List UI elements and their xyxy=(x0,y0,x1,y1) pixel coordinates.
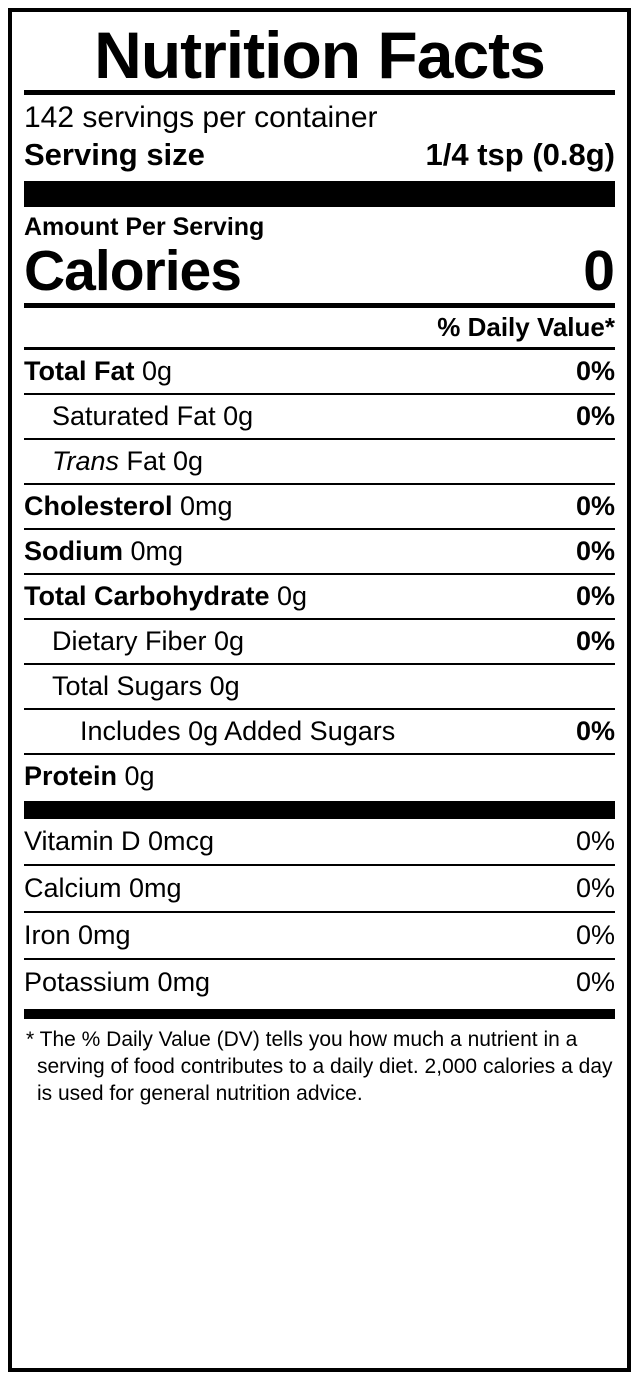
nutrient-name-rest: 0mg xyxy=(172,491,233,522)
nutrient-name: Saturated Fat 0g xyxy=(52,401,254,432)
vitamin-dv: 0% xyxy=(575,967,615,998)
serving-size-value: 1/4 tsp (0.8g) xyxy=(425,136,615,172)
nutrient-name: Includes 0g Added Sugars xyxy=(80,716,396,747)
vitamin-name: Iron 0mg xyxy=(24,920,131,951)
nutrient-row-dietary-fiber xyxy=(24,618,615,663)
nutrient-name-rest: Fat 0g xyxy=(126,446,204,477)
serving-size-label: Serving size xyxy=(24,136,205,172)
nutrient-row-sodium xyxy=(24,528,615,573)
nutrient-name-bold: Total Carbohydrate xyxy=(24,581,270,612)
calories-row xyxy=(24,238,615,304)
nutrient-row-total-sugars xyxy=(24,663,615,708)
nutrient-row-cholesterol xyxy=(24,483,615,528)
nutrient-dv: 0% xyxy=(575,716,615,747)
divider-footnote xyxy=(24,1009,615,1019)
vitamin-row-potassium xyxy=(24,958,615,1005)
nutrient-name xyxy=(24,356,172,387)
nutrient-row-protein xyxy=(24,753,615,798)
nutrient-name-rest: 0mg xyxy=(123,536,184,567)
nutrient-name xyxy=(24,536,183,567)
vitamin-row-iron xyxy=(24,911,615,958)
nutrient-row-total-carbohydrate xyxy=(24,573,615,618)
nutrient-dv: 0% xyxy=(575,626,615,657)
amount-per-serving-label: Amount Per Serving xyxy=(24,212,265,241)
calories-value: 0 xyxy=(583,238,615,303)
nutrient-name xyxy=(52,446,203,477)
nutrient-row-saturated-fat xyxy=(24,393,615,438)
nutrient-name: Total Sugars 0g xyxy=(52,671,240,702)
divider-thick-vitamins xyxy=(24,801,615,819)
vitamin-name: Vitamin D 0mcg xyxy=(24,826,215,857)
nutrient-dv: 0% xyxy=(575,536,615,567)
page-title: Nutrition Facts xyxy=(94,18,545,92)
nutrient-name-bold: Protein xyxy=(24,761,118,792)
nutrient-name-bold: Sodium xyxy=(24,536,123,567)
nutrient-dv: 0% xyxy=(575,581,615,612)
vitamin-dv: 0% xyxy=(575,826,615,857)
vitamin-name: Calcium 0mg xyxy=(24,873,182,904)
daily-value-header: % Daily Value* xyxy=(437,312,615,343)
daily-value-footnote: * The % Daily Value (DV) tells you how much a nutrient in a serving of food contributes to a daily diet. 2,000 calories a day is used for general nutrition advice. xyxy=(26,1028,613,1106)
nutrient-name-italic: Trans xyxy=(52,446,120,477)
vitamin-row-calcium xyxy=(24,864,615,911)
serving-size-row xyxy=(24,137,615,177)
nutrient-dv: 0% xyxy=(575,356,615,387)
nutrient-row-trans-fat xyxy=(24,438,615,483)
divider-thick-top xyxy=(24,181,615,207)
nutrient-dv: 0% xyxy=(575,401,615,432)
label-border xyxy=(8,8,631,1372)
servings-per-container: 142 servings per container xyxy=(24,101,378,134)
nutrient-name xyxy=(24,761,155,792)
vitamin-dv: 0% xyxy=(575,920,615,951)
nutrient-name: Dietary Fiber 0g xyxy=(52,626,245,657)
nutrient-name-bold: Total Fat xyxy=(24,356,135,387)
nutrient-dv: 0% xyxy=(575,491,615,522)
nutrient-name xyxy=(24,581,307,612)
nutrient-name-bold: Cholesterol xyxy=(24,491,173,522)
calories-label: Calories xyxy=(24,238,241,303)
nutrient-name-rest: 0g xyxy=(134,356,173,387)
vitamin-name: Potassium 0mg xyxy=(24,967,211,998)
vitamin-dv: 0% xyxy=(575,873,615,904)
nutrient-name xyxy=(24,491,233,522)
nutrient-name-rest: 0g xyxy=(269,581,308,612)
nutrient-row-total-fat xyxy=(24,347,615,393)
vitamin-row-vitamin-d xyxy=(24,819,615,864)
nutrient-row-added-sugars xyxy=(24,708,615,753)
nutrient-name-rest: 0g xyxy=(117,761,155,792)
